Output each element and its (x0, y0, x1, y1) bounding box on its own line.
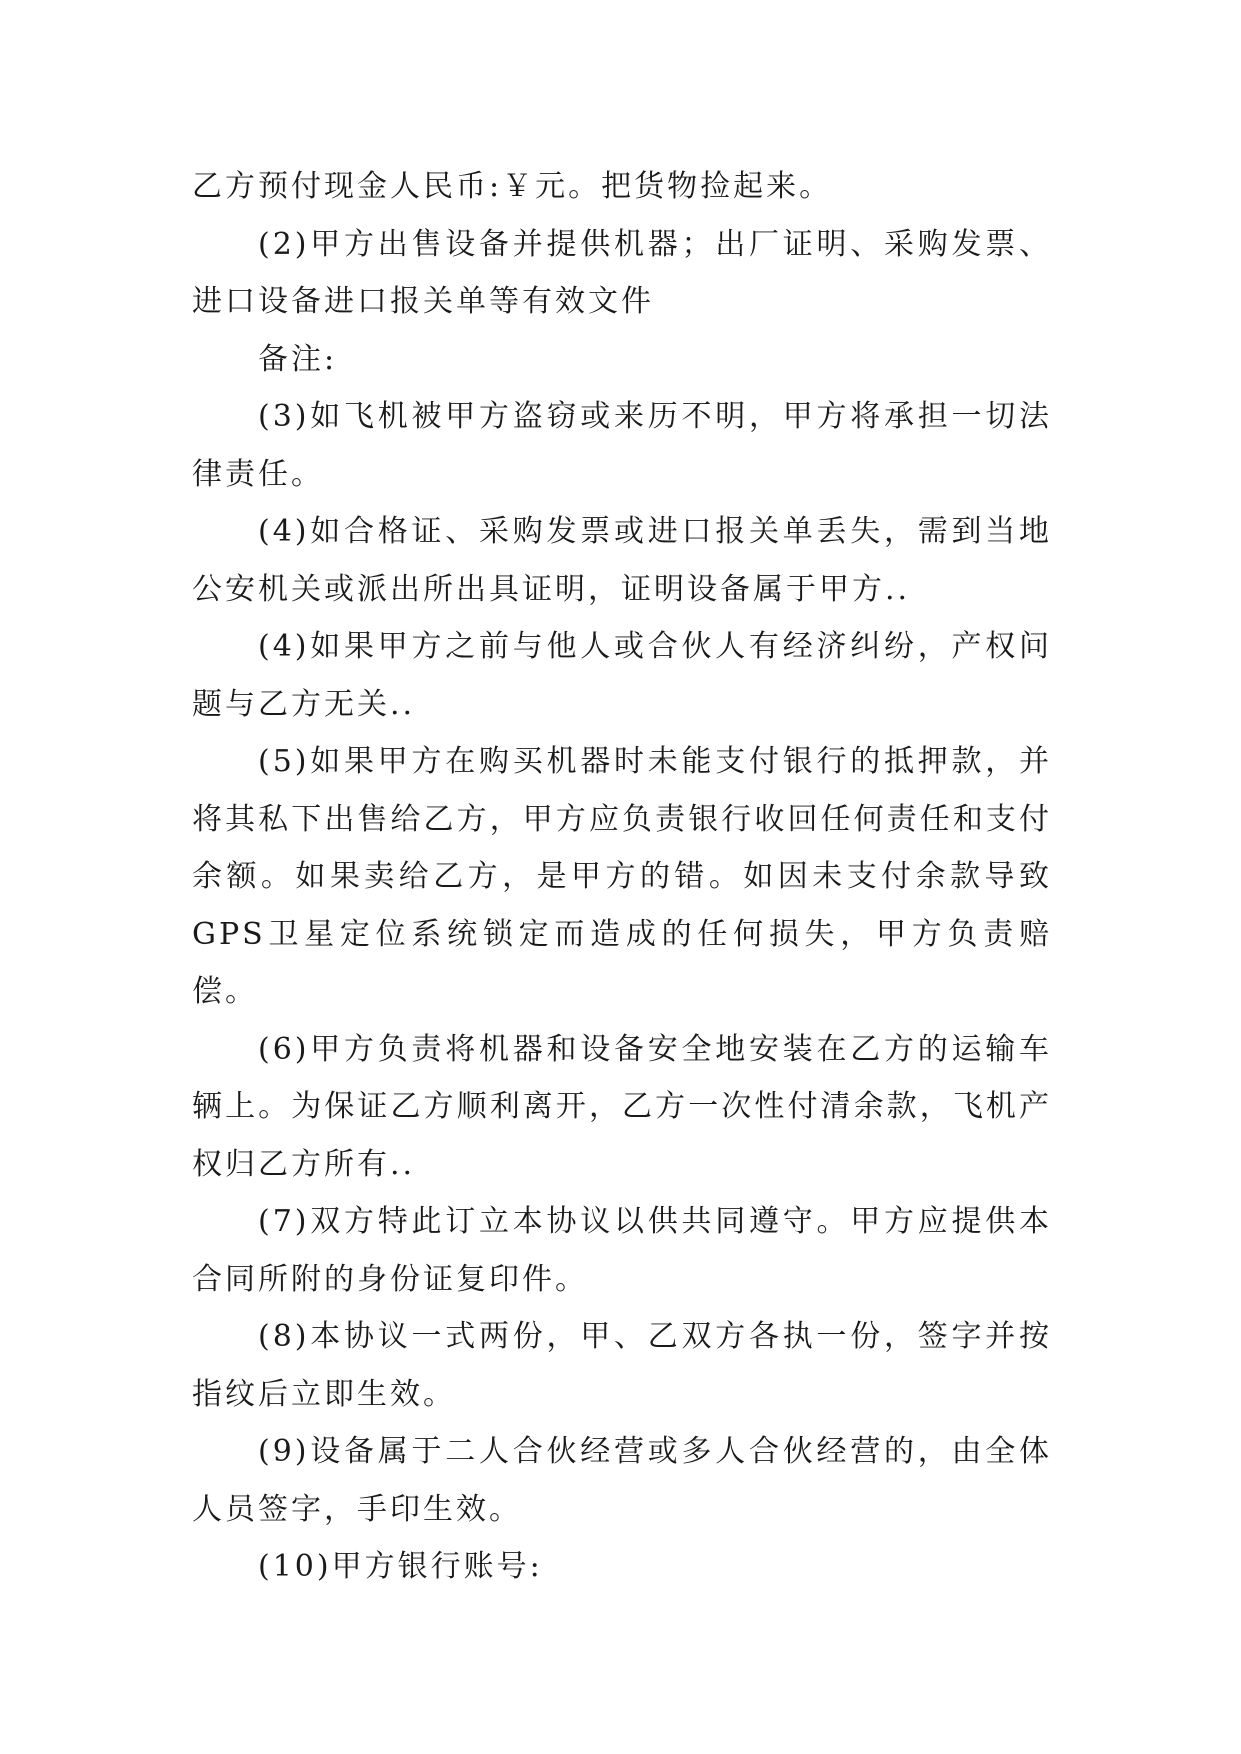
paragraph-clause-9: (9)设备属于二人合伙经营或多人合伙经营的，由全体人员签字，手印生效。 (192, 1434, 1052, 1527)
paragraph-clause-7: (7)双方特此订立本协议以供共同遵守。甲方应提供本合同所附的身份证复印件。 (192, 1204, 1052, 1297)
paragraph-clause-4b: (4)如果甲方之前与他人或合伙人有经济纠纷，产权问题与乙方无关.. (192, 629, 1052, 722)
paragraph-remarks-heading: 备注: (258, 341, 338, 377)
paragraph-clause-8: (8)本协议一式两份，甲、乙双方各执一份，签字并按指纹后立即生效。 (192, 1319, 1052, 1412)
paragraph-clause-2: (2)甲方出售设备并提供机器；出厂证明、采购发票、进口设备进口报关单等有效文件 (192, 226, 1052, 319)
paragraph-clause-4a: (4)如合格证、采购发票或进口报关单丢失，需到当地公安机关或派出所出具证明，证明设备属于甲方.. (192, 514, 1052, 607)
paragraph-clause-5: (5)如果甲方在购买机器时未能支付银行的抵押款，并将其私下出售给乙方，甲方应负责银行收回任何责任和支付余额。如果卖给乙方，是甲方的错。如因未支付余款导致GPS卫星定位系统锁定而造成的任何损失，甲方负责赔偿。 (192, 744, 1052, 1009)
paragraph-clause-3: (3)如飞机被甲方盗窃或来历不明，甲方将承担一切法律责任。 (192, 399, 1052, 492)
document-body (192, 158, 1052, 1596)
paragraph-clause-6: (6)甲方负责将机器和设备安全地安装在乙方的运输车辆上。为保证乙方顺利离开，乙方一次性付清余款，飞机产权归乙方所有.. (192, 1031, 1052, 1182)
paragraph-prepayment: 乙方预付现金人民币:￥元。把货物捡起来。 (192, 169, 833, 204)
paragraph-clause-10: (10)甲方银行账号: (258, 1549, 543, 1584)
